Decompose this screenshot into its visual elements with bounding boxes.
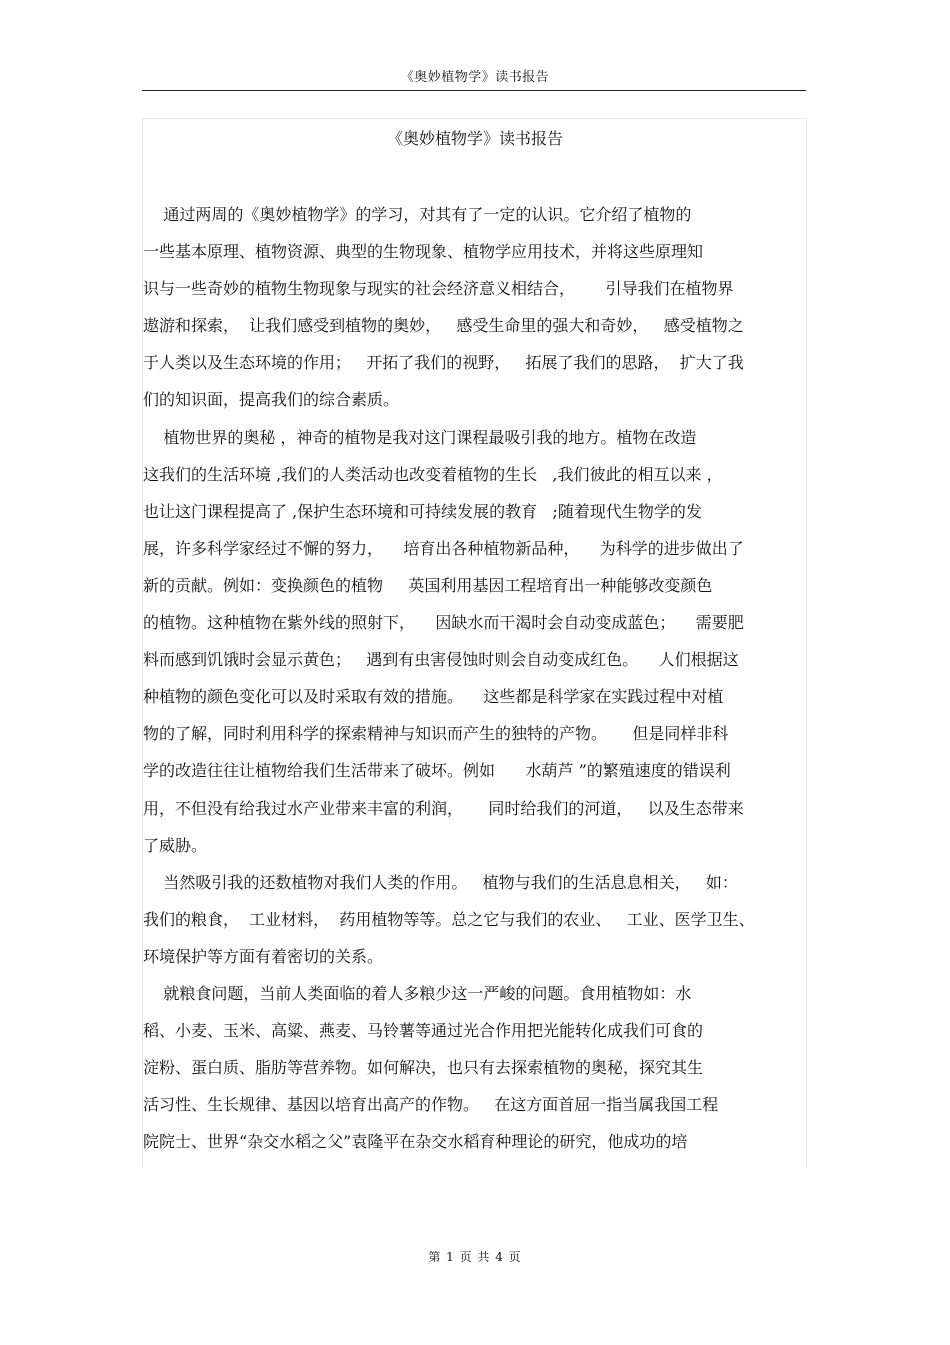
body-line: 的植物。这种植物在紫外线的照射下， 因缺水而干渴时会自动变成蓝色； 需要肥 [143,613,744,633]
body-line: 活习性、生长规律、基因以培育出高产的作物。 在这方面首屈一指当属我国工程 [143,1095,719,1115]
header-divider [142,90,806,91]
body-line: 于人类以及生态环境的作用； 开拓了我们的视野， 拓展了我们的思路， 扩大了我 [143,353,744,373]
body-line: 料而感到饥饿时会显示黄色； 遇到有虫害侵蚀时则会自动变成红色。 人们根据这 [143,650,739,670]
page-number: 第 1 页 共 4 页 [428,1250,522,1264]
body-line: 当然吸引我的还数植物对我们人类的作用。 植物与我们的生活息息相关， 如： [143,872,738,892]
document-body [143,196,808,1160]
document-title: 《奥妙植物学》读书报告 [386,129,563,148]
body-line: 种植物的颜色变化可以及时采取有效的措施。 这些都是科学家在实践过程中对植 [143,687,724,707]
body-line: 学的改造往往让植物给我们生活带来了破坏。例如 水葫芦 ”的繁殖速度的错误利 [143,761,731,781]
body-line: 识与一些奇妙的植物生物现象与现实的社会经济意义相结合， 引导我们在植物界 [143,279,734,299]
body-line: 这我们的生活环境 ,我们的人类活动也改变着植物的生长 ,我们彼此的相互以来 ， [143,464,723,484]
body-line: 环境保护等方面有着密切的关系。 [143,946,384,966]
body-line: 展，许多科学家经过不懈的努力， 培育出各种植物新品种， 为科学的进步做出了 [143,538,744,558]
body-line: 了威胁。 [143,835,208,855]
body-line: 通过两周的《奥妙植物学》的学习，对其有了一定的认识。它介绍了植物的 [143,205,692,224]
body-line: 也让这门课程提高了 ,保护生态环境和可持续发展的教育 ;随着现代生物学的发 [143,501,702,521]
body-line: 院院士、世界“杂交水稻之父”袁隆平在杂交水稻育种理论的研究，他成功的培 [143,1132,688,1152]
running-header: 《奥妙植物学》读书报告 [400,70,550,85]
body-line: 就粮食问题，当前人类面临的着人多粮少这一严峻的问题。食用植物如：水 [143,983,692,1003]
body-line: 新的贡献。例如：变换颜色的植物 英国利用基因工程培育出一种能够改变颜色 [143,575,713,595]
body-line: 用，不但没有给我过水产业带来丰富的利润， 同时给我们的河道， 以及生态带来 [143,798,744,818]
body-line: 遨游和探索， 让我们感受到植物的奥妙， 感受生命里的强大和奇妙， 感受植物之 [143,316,744,336]
body-line: 植物世界的奥秘 ，神奇的植物是我对这门课程最吸引我的地方。植物在改造 [143,427,697,447]
page-frame-top [142,118,806,119]
body-line: 稻、小麦、玉米、高粱、燕麦、马铃薯等通过光合作用把光能转化成我们可食的 [143,1021,704,1041]
body-line: 物的了解，同时利用科学的探索精神与知识而产生的独特的产物。 但是同样非科 [143,724,729,744]
body-line: 一些基本原理、植物资源、典型的生物现象、植物学应用技术，并将这些原理知 [143,242,704,262]
body-line: 们的知识面，提高我们的综合素质。 [143,390,400,410]
body-line: 我们的粮食， 工业材料， 药用植物等等。总之它与我们的农业、 工业、医学卫生、 [143,909,755,929]
body-line: 淀粉、蛋白质、脂肪等营养物。如何解决，也只有去探索植物的奥秘，探究其生 [143,1058,704,1078]
